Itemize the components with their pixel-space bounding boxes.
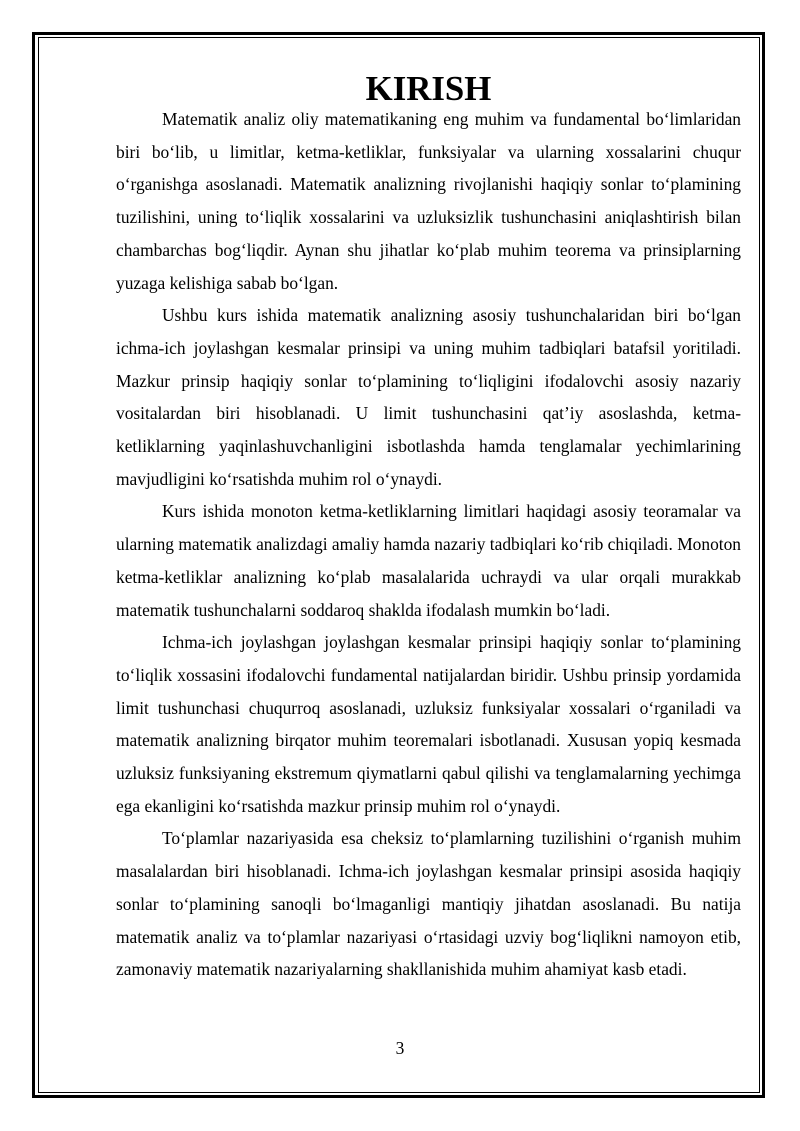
paragraph-5: To‘plamlar nazariyasida esa cheksiz to‘plamlarning tuzilishini o‘rganish muhim masalalardan biri hisoblanadi. Ichma-ich joylashgan kesmalar prinsipi asosida haqiqiy sonlar to‘plamining sanoqli bo‘lmaganligi mantiqiy jihatdan asoslanadi. Bu natija matematik analiz va to‘plamlar nazariyasi o‘rtasidagi uzviy bog‘liqlikni namoyon etib, zamonaviy matematik nazariyalarning shakllanishida muhim ahamiyat kasb etadi. [116,828,741,980]
section-title: KIRISH [365,69,492,108]
paragraph-4: Ichma-ich joylashgan joylashgan kesmalar prinsipi haqiqiy sonlar to‘plamining to‘liqlik xossasini ifodalovchi fundamental natijalardan biridir. Ushbu prinsip yordamida limit tushunchasi chuqurroq asoslanadi, uzluksiz funksiyalar xossalari o‘rganiladi va matematik analizning birqator muhim teoremalari isbotlanadi. Xususan yopiq kesmada uzluksiz funksiyaning ekstremum qiymatlarni qabul qilishi va tenglamalarning yechimga ega ekanligini ko‘rsatishda mazkur prinsip muhim rol o‘ynaydi. [116,632,741,816]
paragraph-3: Kurs ishida monoton ketma-ketliklarning limitlari haqidagi asosiy teoramalar va ularning matematik analizdagi amaliy hamda nazariy tadbiqlari ko‘rib chiqiladi. Monoton ketma-ketliklar analizning ko‘plab masalalarida uchraydi va ular orqali murakkab matematik tushunchalarni soddaroq shaklda ifodalash mumkin bo‘ladi. [116,501,741,620]
document-body [116,69,741,986]
page-number: 3 [395,1038,405,1058]
paragraph-1: Matematik analiz oliy matematikaning eng muhim va fundamental bo‘limlaridan biri bo‘lib, u limitlar, ketma-ketliklar, funksiyalar va ularning xossalarini chuqur o‘rganishga asoslanadi. Matematik analizning rivojlanishi haqiqiy sonlar to‘plamining tuzilishini, uning to‘liqlik xossalarini va uzluksizlik tushunchasini aniqlashtirish bilan chambarchas bog‘liqdir. Aynan shu jihatlar ko‘plab muhim teorema va prinsiplarning yuzaga kelishiga sabab bo‘lgan. [116,109,741,293]
paragraph-2: Ushbu kurs ishida matematik analizning asosiy tushunchalaridan biri bo‘lgan ichma-ich joylashgan kesmalar prinsipi va uning muhim tadbiqlari batafsil yoritiladi. Mazkur prinsip haqiqiy sonlar to‘plamining to‘liqligini ifodalovchi asosiy nazariy vositalardan biri hisoblanadi. U limit tushunchasini qat’iy asoslashda, ketma-ketliklarning yaqinlashuvchanligini isbotlashda hamda tenglamalar yechimlarining mavjudligini ko‘rsatishda muhim rol o‘ynaydi. [116,305,741,489]
